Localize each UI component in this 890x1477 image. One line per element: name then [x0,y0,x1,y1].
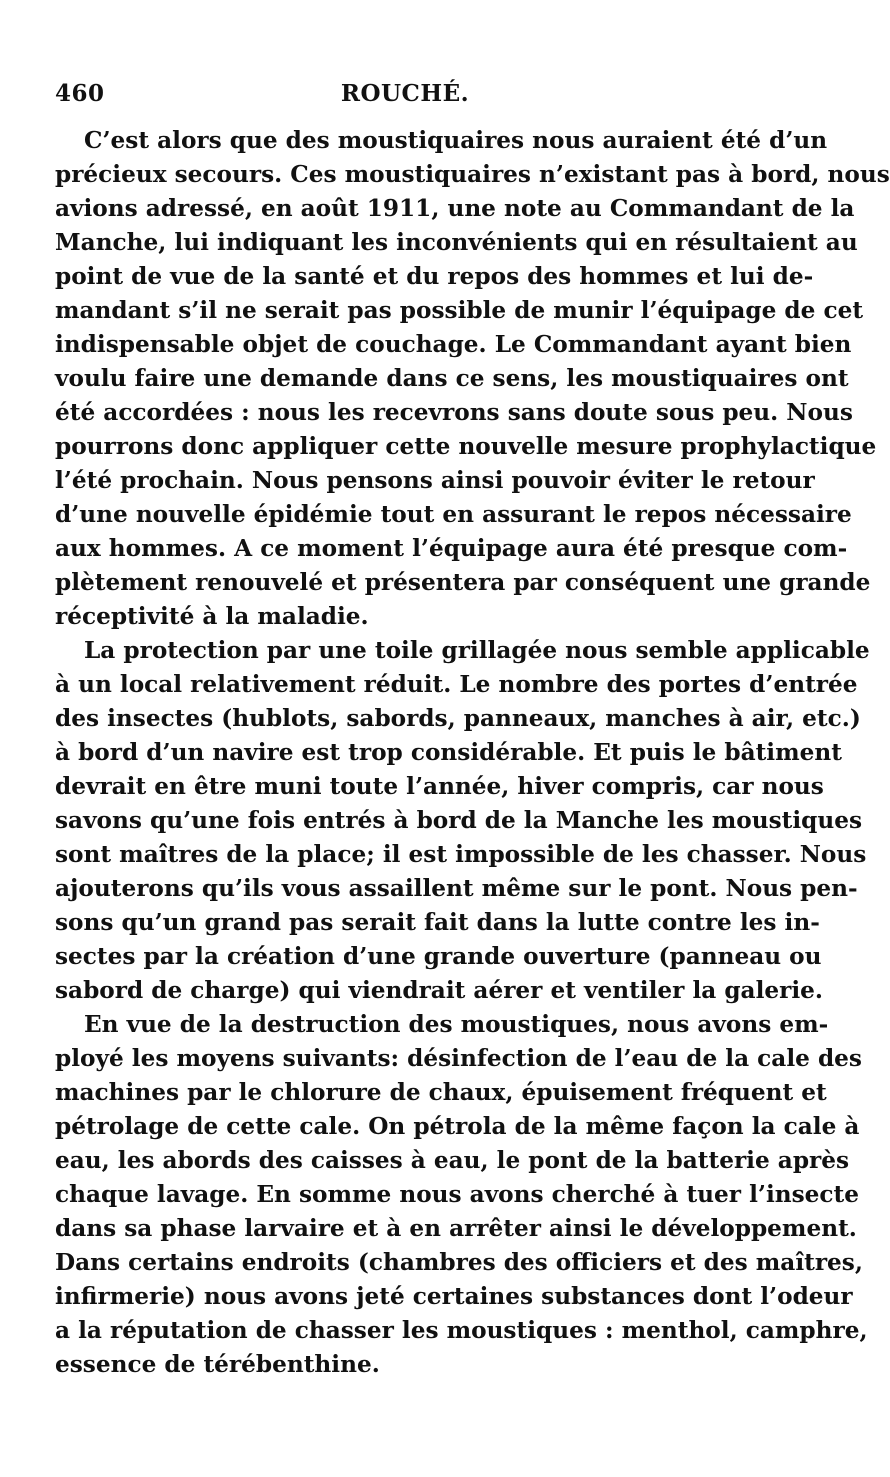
text-line: l’été prochain. Nous pensons ainsi pouvoir éviter le retour [55,467,815,494]
text-line: sectes par la création d’une grande ouverture (panneau ou [55,943,822,970]
text-line: pourrons donc appliquer cette nouvelle mesure prophylactique [55,433,877,460]
text-line: d’une nouvelle épidémie tout en assurant le repos nécessaire [55,501,852,528]
text-line: mandant s’il ne serait pas possible de munir l’équipage de cet [55,297,864,324]
text-line: à un local relativement réduit. Le nombre des portes d’entrée [55,671,858,698]
text-line: La protection par une toile grillagée nous semble applicable [84,637,870,664]
running-head: ROUCHÉ. [340,80,470,107]
text-line: ployé les moyens suivants: désinfection de l’eau de la cale des [55,1045,862,1072]
page-number: 460 [55,80,105,107]
text-line: ajouterons qu’ils vous assaillent même sur le pont. Nous pen- [55,875,858,902]
text-line: voulu faire une demande dans ce sens, les moustiquaires ont [55,365,849,392]
text-line: infirmerie) nous avons jeté certaines substances dont l’odeur [55,1283,853,1310]
body-text [55,124,890,1382]
text-line: pétrolage de cette cale. On pétrola de la même façon la cale à [55,1113,860,1140]
text-line: En vue de la destruction des moustiques, nous avons em- [84,1011,829,1038]
text-line: C’est alors que des moustiquaires nous auraient été d’un [84,127,828,154]
text-line: plètement renouvelé et présentera par conséquent une grande [55,569,871,596]
text-line: des insectes (hublots, sabords, panneaux, manches à air, etc.) [55,705,861,732]
paragraph-protection [55,634,870,1008]
text-line: été accordées : nous les recevrons sans doute sous peu. Nous [55,399,853,426]
text-line: machines par le chlorure de chaux, épuisement fréquent et [55,1079,827,1106]
text-line: sont maîtres de la place; il est impossible de les chasser. Nous [55,841,867,868]
text-line: dans sa phase larvaire et à en arrêter ainsi le développement. [55,1215,857,1242]
text-line: savons qu’une fois entrés à bord de la Manche les moustiques [55,807,863,834]
text-line: aux hommes. A ce moment l’équipage aura été presque com- [55,535,848,562]
text-line: point de vue de la santé et du repos des hommes et lui de- [55,263,814,290]
paragraph-mosquito-nets [55,124,890,634]
text-line: devrait en être muni toute l’année, hiver compris, car nous [55,773,824,800]
text-line: eau, les abords des caisses à eau, le pont de la batterie après [55,1147,850,1174]
text-line: à bord d’un navire est trop considérable. Et puis le bâtiment [55,739,842,766]
text-line: sabord de charge) qui viendrait aérer et ventiler la galerie. [55,977,823,1004]
text-line: Manche, lui indiquant les inconvénients qui en résultaient au [55,229,858,256]
text-line: Dans certains endroits (chambres des officiers et des maîtres, [55,1249,863,1276]
page-header [55,80,755,116]
text-line: a la réputation de chasser les moustiques : menthol, camphre, [55,1317,868,1344]
text-line: indispensable objet de couchage. Le Commandant ayant bien [55,331,852,358]
text-line: essence de térébenthine. [55,1351,380,1378]
text-line: avions adressé, en août 1911, une note au Commandant de la [55,195,855,222]
text-line: précieux secours. Ces moustiquaires n’existant pas à bord, nous [55,161,890,188]
text-line: réceptivité à la maladie. [55,603,369,630]
text-line: chaque lavage. En somme nous avons cherché à tuer l’insecte [55,1181,860,1208]
text-line: sons qu’un grand pas serait fait dans la lutte contre les in- [55,909,820,936]
paragraph-destruction [55,1008,868,1382]
